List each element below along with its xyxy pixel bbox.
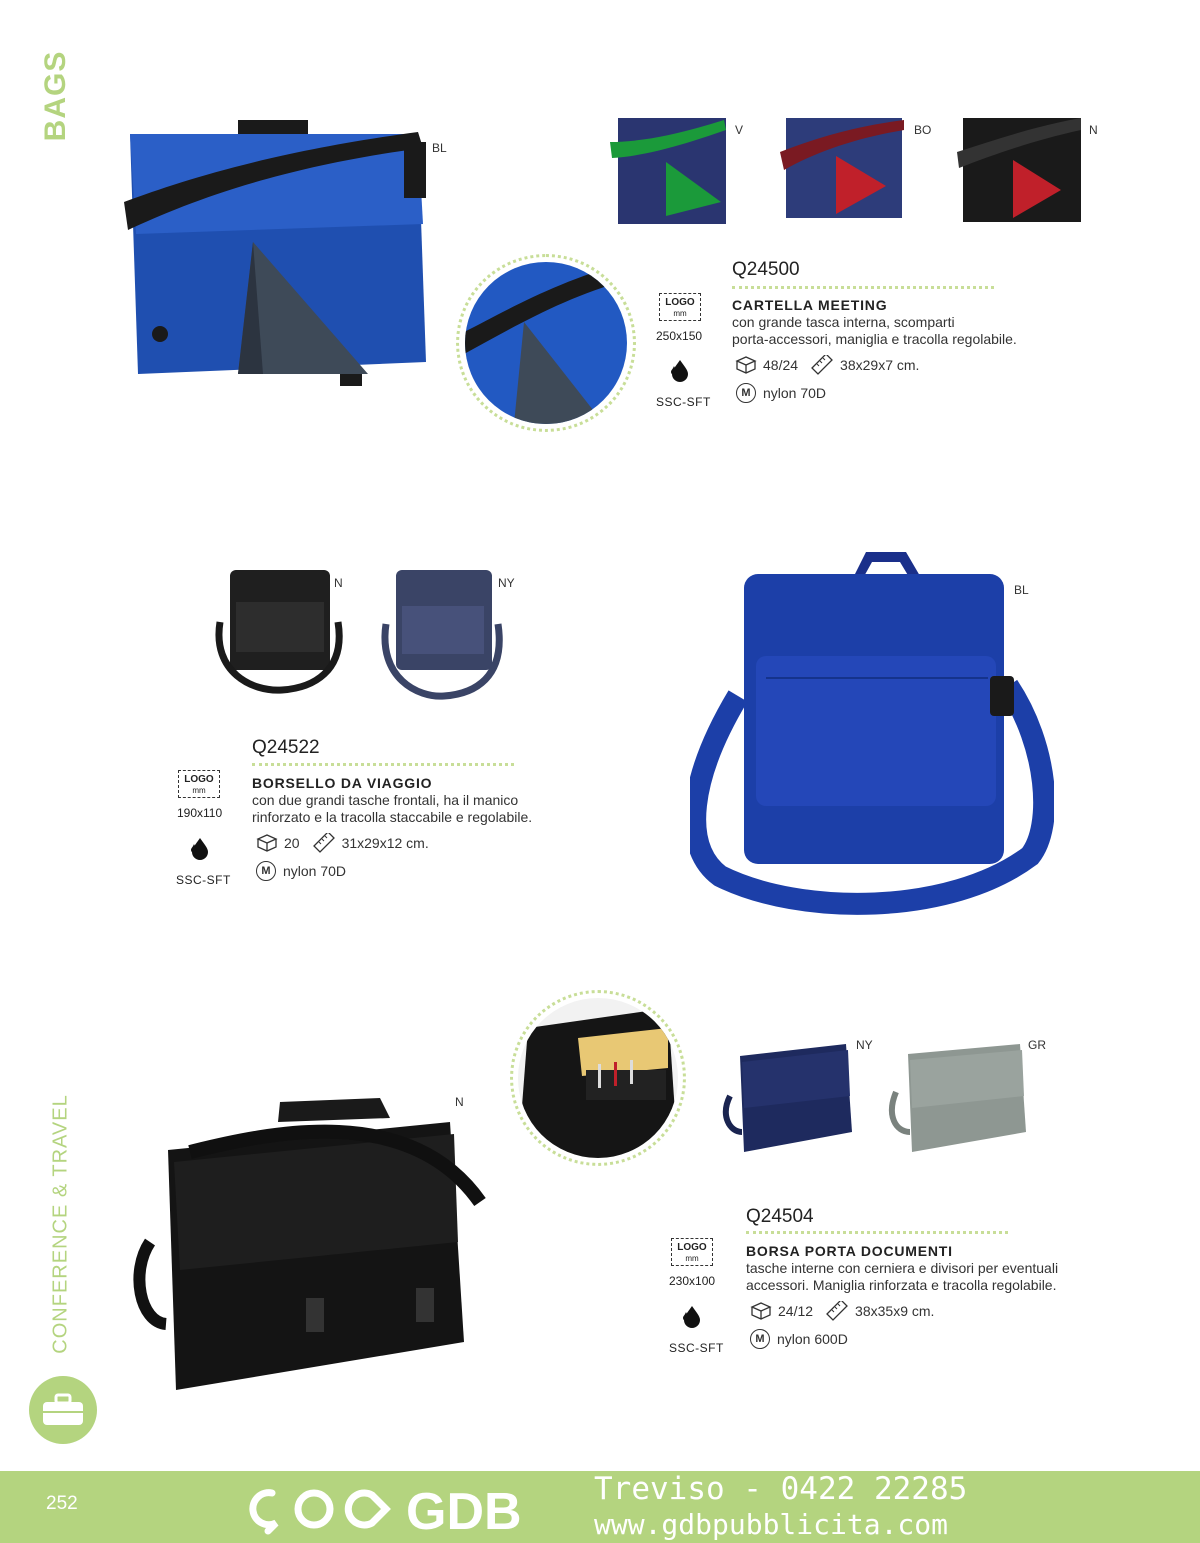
variant-image-green bbox=[606, 112, 732, 227]
variant-label: BL bbox=[432, 141, 447, 155]
variant-label: V bbox=[735, 123, 744, 137]
product-code: Q24522 bbox=[252, 737, 320, 758]
product-name: BORSELLO DA VIAGGIO bbox=[252, 775, 433, 791]
logo-area-icon: LOGO mm bbox=[659, 293, 701, 321]
product-image-q24500-blue bbox=[118, 112, 438, 402]
category-label: BAGS bbox=[39, 50, 72, 142]
variant-image-black-travel bbox=[212, 562, 346, 704]
page-number: 252 bbox=[46, 1493, 78, 1514]
contact-phone: Treviso - 0422 22285 bbox=[594, 1471, 968, 1507]
ink-drop-icon bbox=[188, 836, 210, 860]
variant-image-black bbox=[955, 112, 1087, 227]
variant-image-grey-documents bbox=[888, 1036, 1034, 1156]
logo-area-icon: LOGO mm bbox=[671, 1238, 713, 1266]
variant-label: NY bbox=[498, 576, 515, 590]
variant-label: N bbox=[1089, 123, 1098, 137]
print-technique: SSC-SFT bbox=[656, 395, 711, 409]
product-code: Q24500 bbox=[732, 259, 800, 280]
product-image-q24522-blue bbox=[690, 546, 1054, 926]
zoom-detail-image bbox=[518, 998, 678, 1158]
website-link[interactable]: www.gdbpubblicita.com bbox=[594, 1508, 949, 1541]
zoom-detail-image bbox=[464, 262, 628, 424]
logo-size: 190x110 bbox=[177, 806, 223, 820]
spec-row bbox=[750, 1301, 934, 1321]
product-name: CARTELLA MEETING bbox=[732, 297, 888, 313]
gdb-logo[interactable] bbox=[246, 1479, 576, 1537]
gdb-brand: GDB bbox=[406, 1483, 522, 1537]
ruler-icon bbox=[825, 1301, 849, 1321]
ink-drop-icon bbox=[668, 358, 690, 382]
variant-label: GR bbox=[1028, 1038, 1046, 1052]
logo-size: 230x100 bbox=[669, 1274, 716, 1288]
product-description: con due grandi tasche frontali, ha il manico rinforzato e la tracolla staccabile e regolabile. bbox=[252, 792, 533, 825]
variant-image-navy-documents bbox=[720, 1036, 862, 1156]
material-row bbox=[736, 383, 826, 403]
material-row bbox=[256, 861, 346, 881]
divider bbox=[746, 1231, 1008, 1234]
variant-label: NY bbox=[856, 1038, 873, 1052]
product-name: BORSA PORTA DOCUMENTI bbox=[746, 1243, 953, 1259]
dimensions: 38x35x9 cm. bbox=[855, 1303, 935, 1319]
variant-label: N bbox=[334, 576, 343, 590]
dimensions: 31x29x12 cm. bbox=[341, 835, 429, 851]
divider bbox=[252, 763, 514, 766]
variant-image-navy-travel bbox=[378, 562, 506, 710]
variant-label: BO bbox=[914, 123, 932, 137]
material-icon: M bbox=[256, 861, 276, 881]
material-icon: M bbox=[736, 383, 756, 403]
logo-area-icon: LOGO mm bbox=[178, 770, 220, 798]
pack-qty: 24/12 bbox=[778, 1303, 814, 1319]
divider bbox=[732, 286, 994, 289]
ruler-icon bbox=[312, 833, 336, 853]
variant-image-red bbox=[776, 112, 910, 227]
variant-label: BL bbox=[1014, 583, 1029, 597]
product-image-q24504-black bbox=[110, 1092, 490, 1392]
print-technique: SSC-SFT bbox=[176, 873, 231, 887]
print-technique: SSC-SFT bbox=[669, 1341, 724, 1355]
material: nylon 70D bbox=[283, 863, 347, 879]
pack-qty: 20 bbox=[284, 835, 300, 851]
section-label: CONFERENCE & TRAVEL bbox=[49, 1094, 72, 1354]
variant-label: N bbox=[455, 1095, 464, 1109]
product-description: tasche interne con cerniera e divisori per eventuali accessori. Maniglia rinforzata e tracolla regolabile. bbox=[746, 1260, 1059, 1293]
logo-size: 250x150 bbox=[656, 329, 703, 343]
material-row bbox=[750, 1329, 848, 1349]
ruler-icon bbox=[810, 355, 834, 375]
briefcase-icon bbox=[29, 1376, 97, 1444]
spec-row bbox=[256, 833, 429, 853]
box-icon bbox=[735, 355, 757, 375]
ink-drop-icon bbox=[680, 1304, 702, 1328]
material-icon: M bbox=[750, 1329, 770, 1349]
product-description: con grande tasca interna, scomparti porta-accessori, maniglia e tracolla regolabile. bbox=[732, 314, 1017, 347]
footer-bar bbox=[0, 1471, 1200, 1543]
material: nylon 600D bbox=[777, 1331, 848, 1347]
product-code: Q24504 bbox=[746, 1206, 814, 1227]
pack-qty: 48/24 bbox=[763, 357, 799, 373]
material: nylon 70D bbox=[763, 385, 827, 401]
dimensions: 38x29x7 cm. bbox=[840, 357, 920, 373]
box-icon bbox=[750, 1301, 772, 1321]
box-icon bbox=[256, 833, 278, 853]
spec-row bbox=[735, 355, 919, 375]
